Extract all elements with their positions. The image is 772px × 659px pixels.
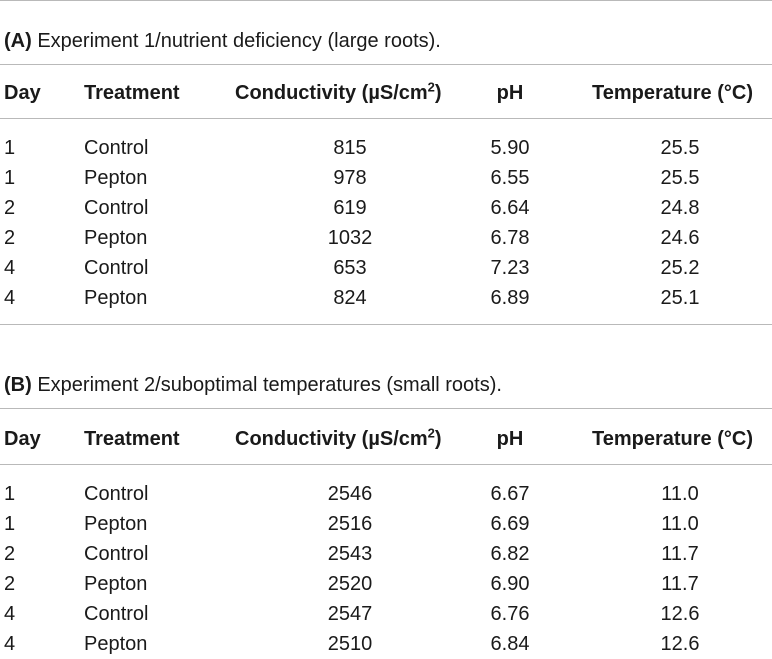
cell-temperature: 25.5	[660, 137, 700, 159]
cell-ph: 6.82	[490, 543, 530, 565]
header-temperature: Temperature (°C)	[592, 428, 753, 450]
table-row	[0, 193, 772, 223]
cell-treatment: Control	[84, 137, 149, 159]
cell-treatment: Pepton	[84, 167, 148, 189]
cell-conductivity: 2516	[327, 513, 373, 535]
cell-day: 2	[4, 543, 16, 565]
header-treatment: Treatment	[84, 82, 180, 104]
cell-conductivity: 2543	[327, 543, 373, 565]
cell-treatment: Control	[84, 197, 149, 219]
table-row	[0, 253, 772, 283]
header-day: Day	[4, 428, 41, 450]
header-conductivity-close: )	[434, 82, 442, 104]
header-row-a	[0, 78, 772, 108]
cell-temperature: 11.7	[661, 573, 699, 595]
caption-a-title: Experiment 1/nutrient deficiency (large roots).	[31, 30, 441, 52]
cell-conductivity: 2510	[327, 633, 373, 655]
cell-conductivity: 1032	[327, 227, 373, 249]
table-row	[0, 283, 772, 313]
header-day: Day	[4, 82, 41, 104]
cell-temperature: 12.6	[660, 603, 700, 625]
header-temperature: Temperature (°C)	[592, 82, 753, 104]
cell-ph: 5.90	[490, 137, 530, 159]
caption-b-rule	[0, 408, 772, 409]
cell-conductivity: 824	[333, 287, 367, 309]
header-b-rule	[0, 464, 772, 465]
cell-ph: 6.55	[490, 167, 530, 189]
cell-day: 2	[4, 573, 16, 595]
header-conductivity-sup: 2	[427, 425, 435, 441]
cell-ph: 6.67	[490, 483, 530, 505]
header-conductivity	[235, 424, 465, 454]
header-conductivity-text: Conductivity (µS/cm	[235, 428, 428, 450]
cell-day: 1	[4, 167, 16, 189]
cell-temperature: 12.6	[660, 633, 700, 655]
header-conductivity-text: Conductivity (µS/cm	[235, 82, 428, 104]
cell-conductivity: 2546	[327, 483, 373, 505]
cell-treatment: Pepton	[84, 573, 148, 595]
header-ph: pH	[496, 82, 524, 104]
cell-temperature: 24.6	[660, 227, 700, 249]
table-row	[0, 223, 772, 253]
cell-day: 1	[4, 483, 16, 505]
cell-ph: 6.90	[490, 573, 530, 595]
cell-temperature: 11.0	[661, 513, 699, 535]
cell-treatment: Control	[84, 603, 149, 625]
cell-day: 1	[4, 513, 16, 535]
cell-day: 4	[4, 603, 16, 625]
cell-day: 2	[4, 197, 16, 219]
cell-day: 2	[4, 227, 16, 249]
cell-ph: 6.76	[490, 603, 530, 625]
cell-day: 4	[4, 257, 16, 279]
header-treatment: Treatment	[84, 428, 180, 450]
cell-treatment: Control	[84, 483, 149, 505]
table-row	[0, 163, 772, 193]
top-rule	[0, 0, 772, 1]
header-conductivity-sup: 2	[427, 79, 435, 95]
header-row-b	[0, 424, 772, 454]
cell-conductivity: 815	[333, 137, 367, 159]
cell-temperature: 11.0	[661, 483, 699, 505]
header-conductivity	[235, 78, 465, 108]
cell-ph: 6.78	[490, 227, 530, 249]
cell-ph: 7.23	[490, 257, 530, 279]
header-conductivity-close: )	[434, 428, 442, 450]
cell-treatment: Control	[84, 543, 149, 565]
table-row	[0, 509, 772, 539]
cell-temperature: 25.2	[660, 257, 700, 279]
cell-conductivity: 2547	[327, 603, 373, 625]
caption-a-label: (A)	[4, 30, 32, 52]
caption-b	[4, 374, 502, 397]
cell-conductivity: 653	[333, 257, 367, 279]
cell-treatment: Pepton	[84, 513, 148, 535]
cell-temperature: 24.8	[660, 197, 700, 219]
cell-ph: 6.89	[490, 287, 530, 309]
cell-day: 1	[4, 137, 16, 159]
table-row	[0, 539, 772, 569]
cell-ph: 6.69	[490, 513, 530, 535]
table-row	[0, 629, 772, 659]
caption-b-label: (B)	[4, 374, 32, 396]
caption-b-title: Experiment 2/suboptimal temperatures (small roots).	[31, 374, 502, 396]
cell-day: 4	[4, 633, 16, 655]
caption-a	[4, 30, 441, 53]
cell-temperature: 25.1	[660, 287, 700, 309]
table-row	[0, 479, 772, 509]
table-row	[0, 599, 772, 629]
header-ph: pH	[496, 428, 524, 450]
cell-treatment: Pepton	[84, 227, 148, 249]
cell-treatment: Pepton	[84, 633, 148, 655]
cell-temperature: 11.7	[661, 543, 699, 565]
cell-temperature: 25.5	[660, 167, 700, 189]
table-row	[0, 133, 772, 163]
table-row	[0, 569, 772, 599]
cell-ph: 6.84	[490, 633, 530, 655]
cell-conductivity: 619	[333, 197, 367, 219]
cell-conductivity: 2520	[327, 573, 373, 595]
cell-day: 4	[4, 287, 16, 309]
caption-a-rule	[0, 64, 772, 65]
header-a-rule	[0, 118, 772, 119]
cell-treatment: Control	[84, 257, 149, 279]
cell-conductivity: 978	[333, 167, 367, 189]
cell-ph: 6.64	[490, 197, 530, 219]
cell-treatment: Pepton	[84, 287, 148, 309]
bottom-a-rule	[0, 324, 772, 325]
